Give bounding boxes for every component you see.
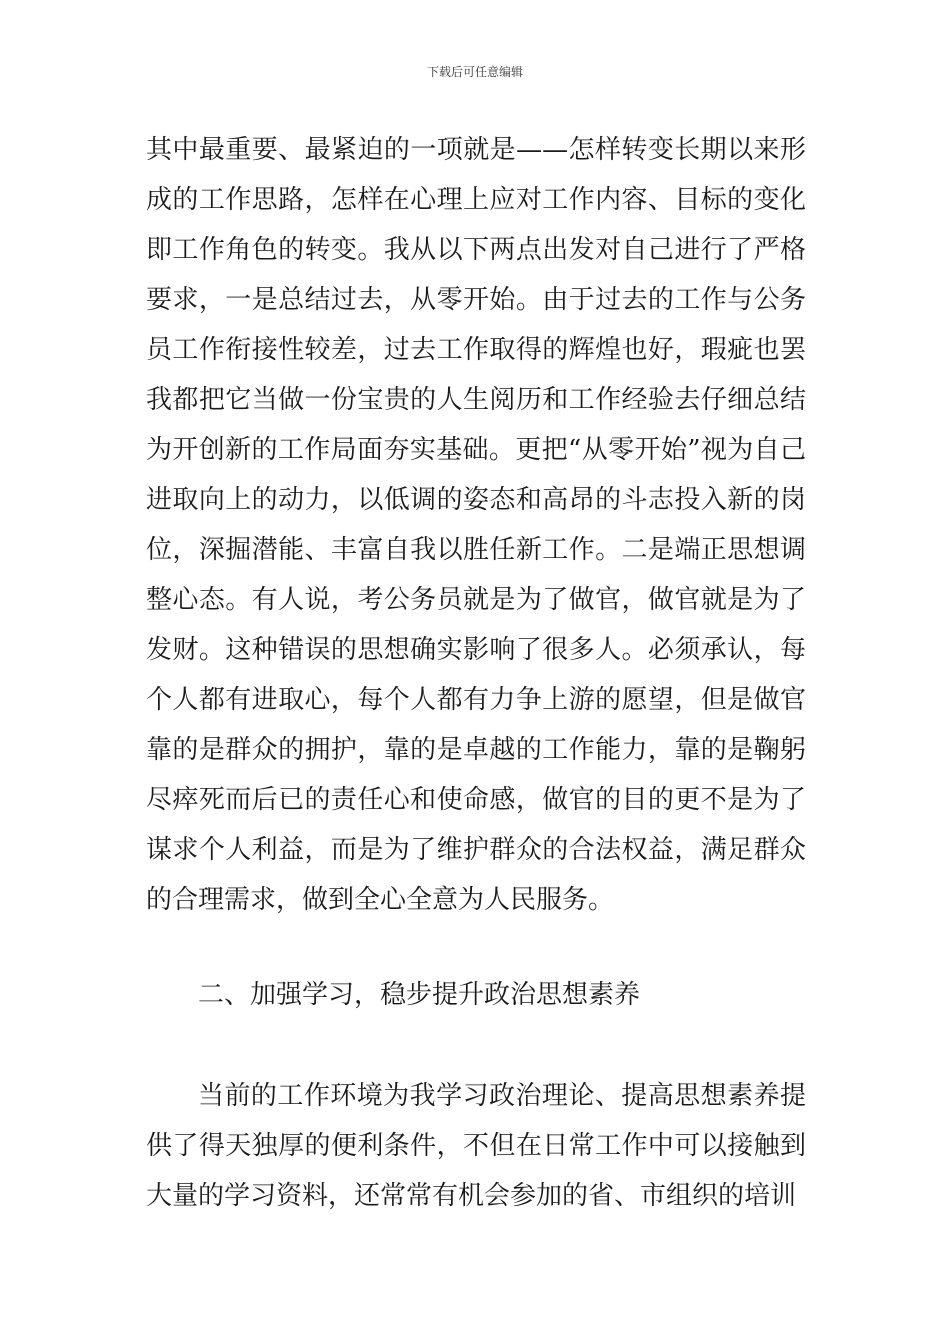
body-paragraph-2: 当前的工作环境为我学习政治理论、提高思想素养提供了得天独厚的便利条件，不但在日常工作中可以接触到大量的学习资料，还常常有机会参加的省、市组织的培训 [146, 1081, 806, 1211]
body-paragraph-1: 其中最重要、最紧迫的一项就是——怎样转变长期以来形成的工作思路，怎样在心理上应对工作内容、目标的变化即工作角色的转变。我从以下两点出发对自己进行了严格要求，一是总结过去，从零开始。由于过去的工作与公务员工作衔接性较差，过去工作取得的辉煌也好，瑕疵也罢我都把它当做一份宝贵的人生阅历和工作经验去仔细总结为开创新的工作局面夯实基础。更把“从零开始”视为自己进取向上的动力，以低调的姿态和高昂的斗志投入新的岗位，深掘潜能、丰富自我以胜任新工作。二是端正思想调整心态。有人说，考公务员就是为了做官，做官就是为了发财。这种错误的思想确实影响了很多人。必须承认，每个人都有进取心，每个人都有力争上游的愿望，但是做官靠的是群众的拥护，靠的是卓越的工作能力，靠的是鞠躬尽瘁死而后已的责任心和使命感，做官的目的更不是为了谋求个人利益，而是为了维护群众的合法权益，满足群众的合理需求，做到全心全意为人民服务。 [146, 135, 806, 915]
section-heading: 二、加强学习，稳步提升政治思想素养 [198, 980, 641, 1010]
page-header-note: 下载后可任意编辑 [426, 65, 523, 79]
